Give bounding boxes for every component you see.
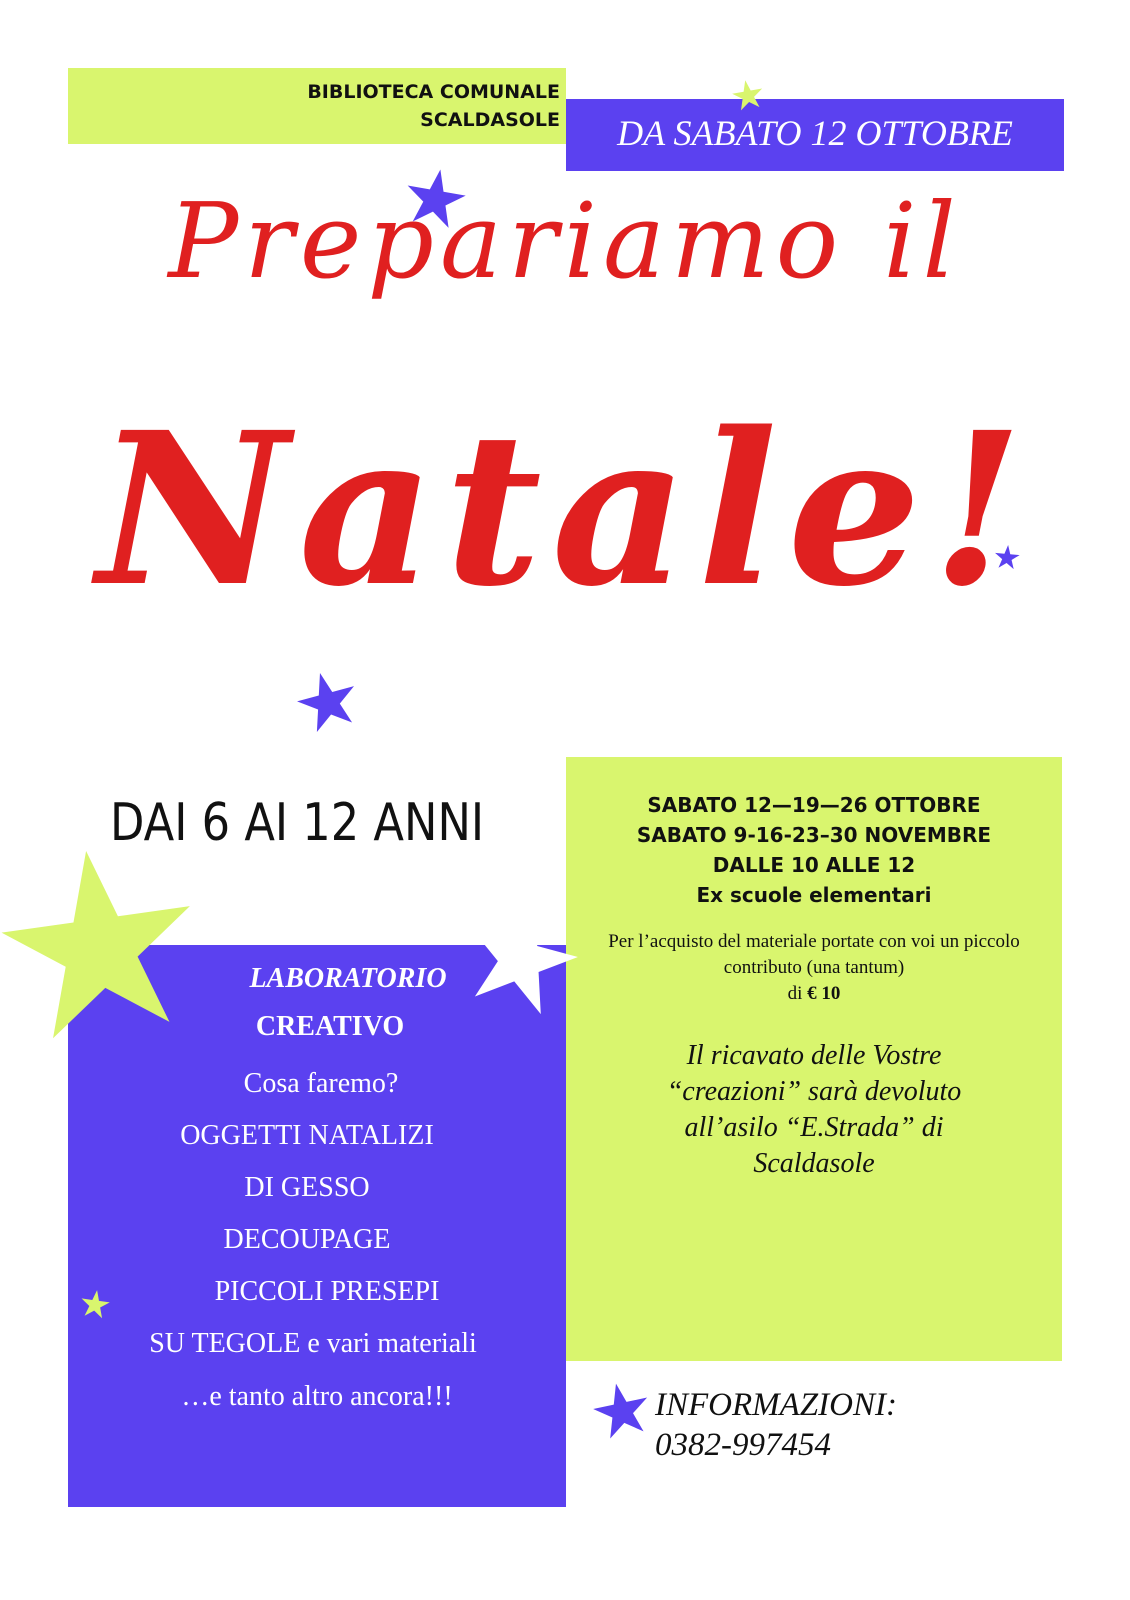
materials-note [566,929,1062,1007]
workshop-item: DECOUPAGE [223,1224,391,1255]
workshop-item: OGGETTI NATALIZI [180,1120,434,1151]
note-line [566,981,1062,1007]
contribution-amount: € 10 [807,983,841,1004]
workshop-item: SU TEGOLE e vari materiali [149,1328,477,1359]
star-icon [0,0,1,1]
start-date: DA SABATO 12 OTTOBRE [617,113,1013,153]
workshop-item: PICCOLI PRESEPI [214,1276,440,1307]
schedule-line: SABATO 9-16-23–30 NOVEMBRE [636,823,992,847]
proceeds-line: “creazioni” sarà devoluto [666,1076,962,1107]
info-block [655,1385,1035,1465]
proceeds-line: Scaldasole [753,1148,875,1179]
star-icon [730,78,766,114]
library-line-1: BIBLIOTECA COMUNALE [307,81,560,103]
note-line: Per l’acquisto del materiale portate con voi un piccolo [608,931,1020,952]
proceeds-line: Il ricavato delle Vostre [686,1040,942,1071]
schedule-line: SABATO 12—19—26 OTTOBRE [647,793,981,817]
note-line: contributo (una tantum) [723,957,905,978]
library-name [68,78,560,134]
note-prefix: di [787,983,808,1004]
workshop-item: Cosa faremo? [243,1068,399,1099]
workshop-item: …e tanto altro ancora!!! [181,1381,453,1412]
title-line-2: Natale! [96,386,1034,633]
title-line-1: Prepariamo il [168,180,962,302]
workshop-title [68,963,566,1043]
schedule-location: Ex scuole elementari [696,883,932,907]
proceeds-note [566,1038,1062,1182]
workshop-title-2: CREATIVO [255,1011,405,1042]
age-range: DAI 6 AI 12 ANNI [110,793,485,853]
workshop-title-1: LABORATORIO [249,963,447,994]
star-icon [590,1380,654,1444]
schedule-line: DALLE 10 ALLE 12 [712,853,916,877]
info-label: INFORMAZIONI: [655,1387,897,1423]
info-phone: 0382-997454 [655,1427,831,1463]
schedule [566,790,1062,910]
workshop-item: DI GESSO [244,1172,370,1203]
star-icon [293,668,363,738]
proceeds-line: all’asilo “E.Strada” di [684,1112,944,1143]
library-line-2: SCALDASOLE [420,109,560,131]
